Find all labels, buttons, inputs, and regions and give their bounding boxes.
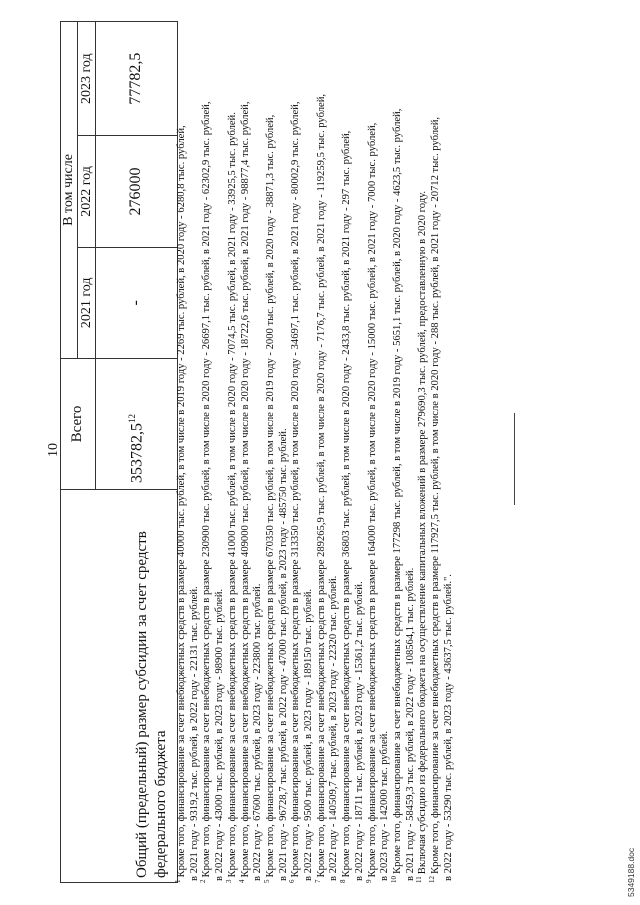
footnote-line: [212, 13, 225, 883]
footnote-text: Кроме того, финансирование за счет внебюджетных средств в размере 230900 тыс. рублей, в том числе в 2020 году - 26697,1 тыс. рублей, в 2021 году - 62302,9 тыс. рублей,: [201, 101, 213, 878]
footnote-text: Кроме того, финансирование за счет внебюджетных средств в размере 36803 тыс. рублей, в том числе в 2020 году - 2433,8 тыс. рублей, в 2021 году - 297 тыс. рублей,: [341, 130, 353, 878]
year-2023: 2023 год: [78, 22, 95, 136]
footnote-text: Кроме того, финансирование за счет внебюджетных средств в размере 289265,9 тыс. рублей, в том числе в 2020 году - 7176,7 тыс. рублей, в 2021 году - 119259,5 тыс. рублей,: [315, 93, 327, 878]
total-footnote-mark: 12: [126, 414, 137, 423]
footnote-mark: 10: [389, 876, 398, 883]
subsidy-table: [60, 21, 178, 883]
group-header: В том числе: [61, 22, 78, 359]
footnote-text: Кроме того, финансирование за счет внебюджетных средств в размере 41000 тыс. рублей, в том числе в 2020 году - 7074,5 тыс. рублей, в 2021 году - 33925,5 тыс. рублей.: [226, 112, 238, 878]
value-2023: 77782,5: [95, 22, 177, 136]
footnote-line: [250, 13, 263, 883]
footnote-text: Кроме того, финансирование за счет внебюджетных средств в размере 40000 тыс. рублей, в том числе в 2019 году - 2269 тыс. рублей, в 2020 году - 6280,8 тыс. рублей,: [176, 125, 187, 878]
footnote-text: Кроме того, финансирование за счет внебюджетных средств в размере 670350 тыс. рублей, в том числе в 2019 году - 2000 тыс. рублей, в 2020 году - 38871,3 тыс. рублей,: [264, 114, 276, 878]
footnote-text: в 2021 году - 96728,7 тыс. рублей, в 2022 году - 47000 тыс. рублей, в 2023 году - 485750 тыс. рублей.: [277, 428, 289, 881]
footnote-line: [441, 13, 454, 883]
footnote-mark: 4: [237, 879, 246, 883]
footnote-text: Кроме того, финансирование за счет внебюджетных средств в размере 313350 тыс. рублей, в том числе в 2020 году - 34697,1 тыс. рублей, в 2021 году - 80002,9 тыс. рублей,: [290, 101, 302, 878]
footnote-text: в 2022 году - 9500 тыс. рублей, в 2023 году - 189150 тыс. рублей.: [303, 588, 315, 881]
footnote-text: в 2022 году - 43000 тыс. рублей, в 2023 году - 98900 тыс. рублей.: [214, 588, 226, 881]
footnote-text: в 2022 году - 140509,7 тыс. рублей, в 2023 году - 22320 тыс. рублей.: [328, 575, 340, 881]
footnote-mark: 6: [288, 879, 297, 883]
footnote-mark: 1: [174, 879, 182, 883]
footnote-text: Включая субсидию из федерального бюджета на осуществление капитальных вложений в размере 279690,3 тыс. рублей, предоставленную в 2020 году.: [417, 190, 429, 875]
footnote-text: в 2022 году - 18711 тыс. рублей, в 2023 году - 15361,2 тыс. рублей.: [353, 581, 365, 881]
footnote-text: Кроме того, финансирование за счет внебюджетных средств в размере 177298 тыс. рублей, в том числе в 2019 году - 5651,1 тыс. рублей, в 2020 году - 4623,5 тыс. рублей,: [391, 108, 403, 874]
year-2021: 2021 год: [78, 247, 95, 358]
footnote-mark: 12: [428, 876, 437, 883]
footnote-mark: 7: [313, 879, 322, 883]
footnotes: [174, 13, 453, 883]
footnote-text: Кроме того, финансирование за счет внебюджетных средств в размере 164000 тыс. рублей, в том числе в 2020 году - 15000 тыс. рублей, в 2021 году - 7000 тыс. рублей,: [366, 122, 378, 878]
total-value: 353782,5: [128, 423, 146, 483]
total-value-cell: [95, 359, 177, 490]
footnote-text: Кроме того, финансирование за счет внебюджетных средств в размере 117927,5 тыс. рублей, в том числе в 2020 году - 288 тыс. рублей, в 2021 году - 20712 тыс. рублей,: [430, 116, 442, 874]
footnote-line: [365, 13, 378, 883]
table-header-row: [61, 22, 78, 883]
footnote-text: в 2021 году - 58459,3 тыс. рублей, в 2022 году - 108564,1 тыс. рублей.: [404, 567, 416, 881]
footnote-line: [263, 13, 276, 883]
value-2022: 276000: [95, 136, 177, 247]
footnote-line: [174, 13, 187, 883]
footnote-text: в 2022 году - 67600 тыс. рублей, в 2023 году - 223800 тыс. рублей.: [252, 583, 264, 881]
footnote-line: [301, 13, 314, 883]
file-reference: 5349188.doc: [626, 847, 636, 897]
total-header: Всего: [61, 359, 96, 490]
footnote-line: [199, 13, 212, 883]
footnote-text: в 2021 году - 9319,2 тыс. рублей, в 2022 году - 22131 тыс. рублей.: [188, 586, 200, 881]
year-2022: 2022 год: [78, 136, 95, 247]
footnote-line: [339, 13, 352, 883]
footnote-mark: 9: [364, 879, 373, 883]
footnote-line: [225, 13, 238, 883]
subsidy-label: Общий (предельный) размер субсидии за счет средств федерального бюджета: [61, 490, 178, 883]
footnote-line: [377, 13, 390, 883]
footnote-text: Кроме того, финансирование за счет внебюджетных средств в размере 409000 тыс. рублей, в том числе в 2020 году - 18722,6 тыс. рублей, в 2021 году - 98877,4 тыс. рублей,: [239, 101, 251, 878]
footnote-line: [428, 13, 441, 883]
footnote-line: [326, 13, 339, 883]
footnote-line: [276, 13, 289, 883]
footnote-mark: 11: [415, 876, 424, 883]
footnote-text: в 2023 году - 142000 тыс. рублей.: [379, 731, 391, 881]
footnote-line: [352, 13, 365, 883]
footnote-mark: 5: [262, 879, 271, 883]
footnote-mark: 2: [199, 879, 208, 883]
footnote-text: в 2022 году - 53290 тыс. рублей, в 2023 году - 43637,5 тыс. рублей.".: [442, 574, 454, 881]
footnote-line: [187, 13, 200, 883]
footnote-line: [390, 13, 403, 883]
footnote-mark: 8: [339, 879, 348, 883]
footnote-line: [415, 13, 428, 883]
page-number: 10: [46, 443, 61, 457]
footnote-line: [314, 13, 327, 883]
value-2021: -: [95, 247, 177, 358]
footnote-mark: 3: [224, 879, 233, 883]
separator-line: [514, 413, 515, 505]
footnote-line: [238, 13, 251, 883]
footnote-line: [288, 13, 301, 883]
footnote-line: [403, 13, 416, 883]
